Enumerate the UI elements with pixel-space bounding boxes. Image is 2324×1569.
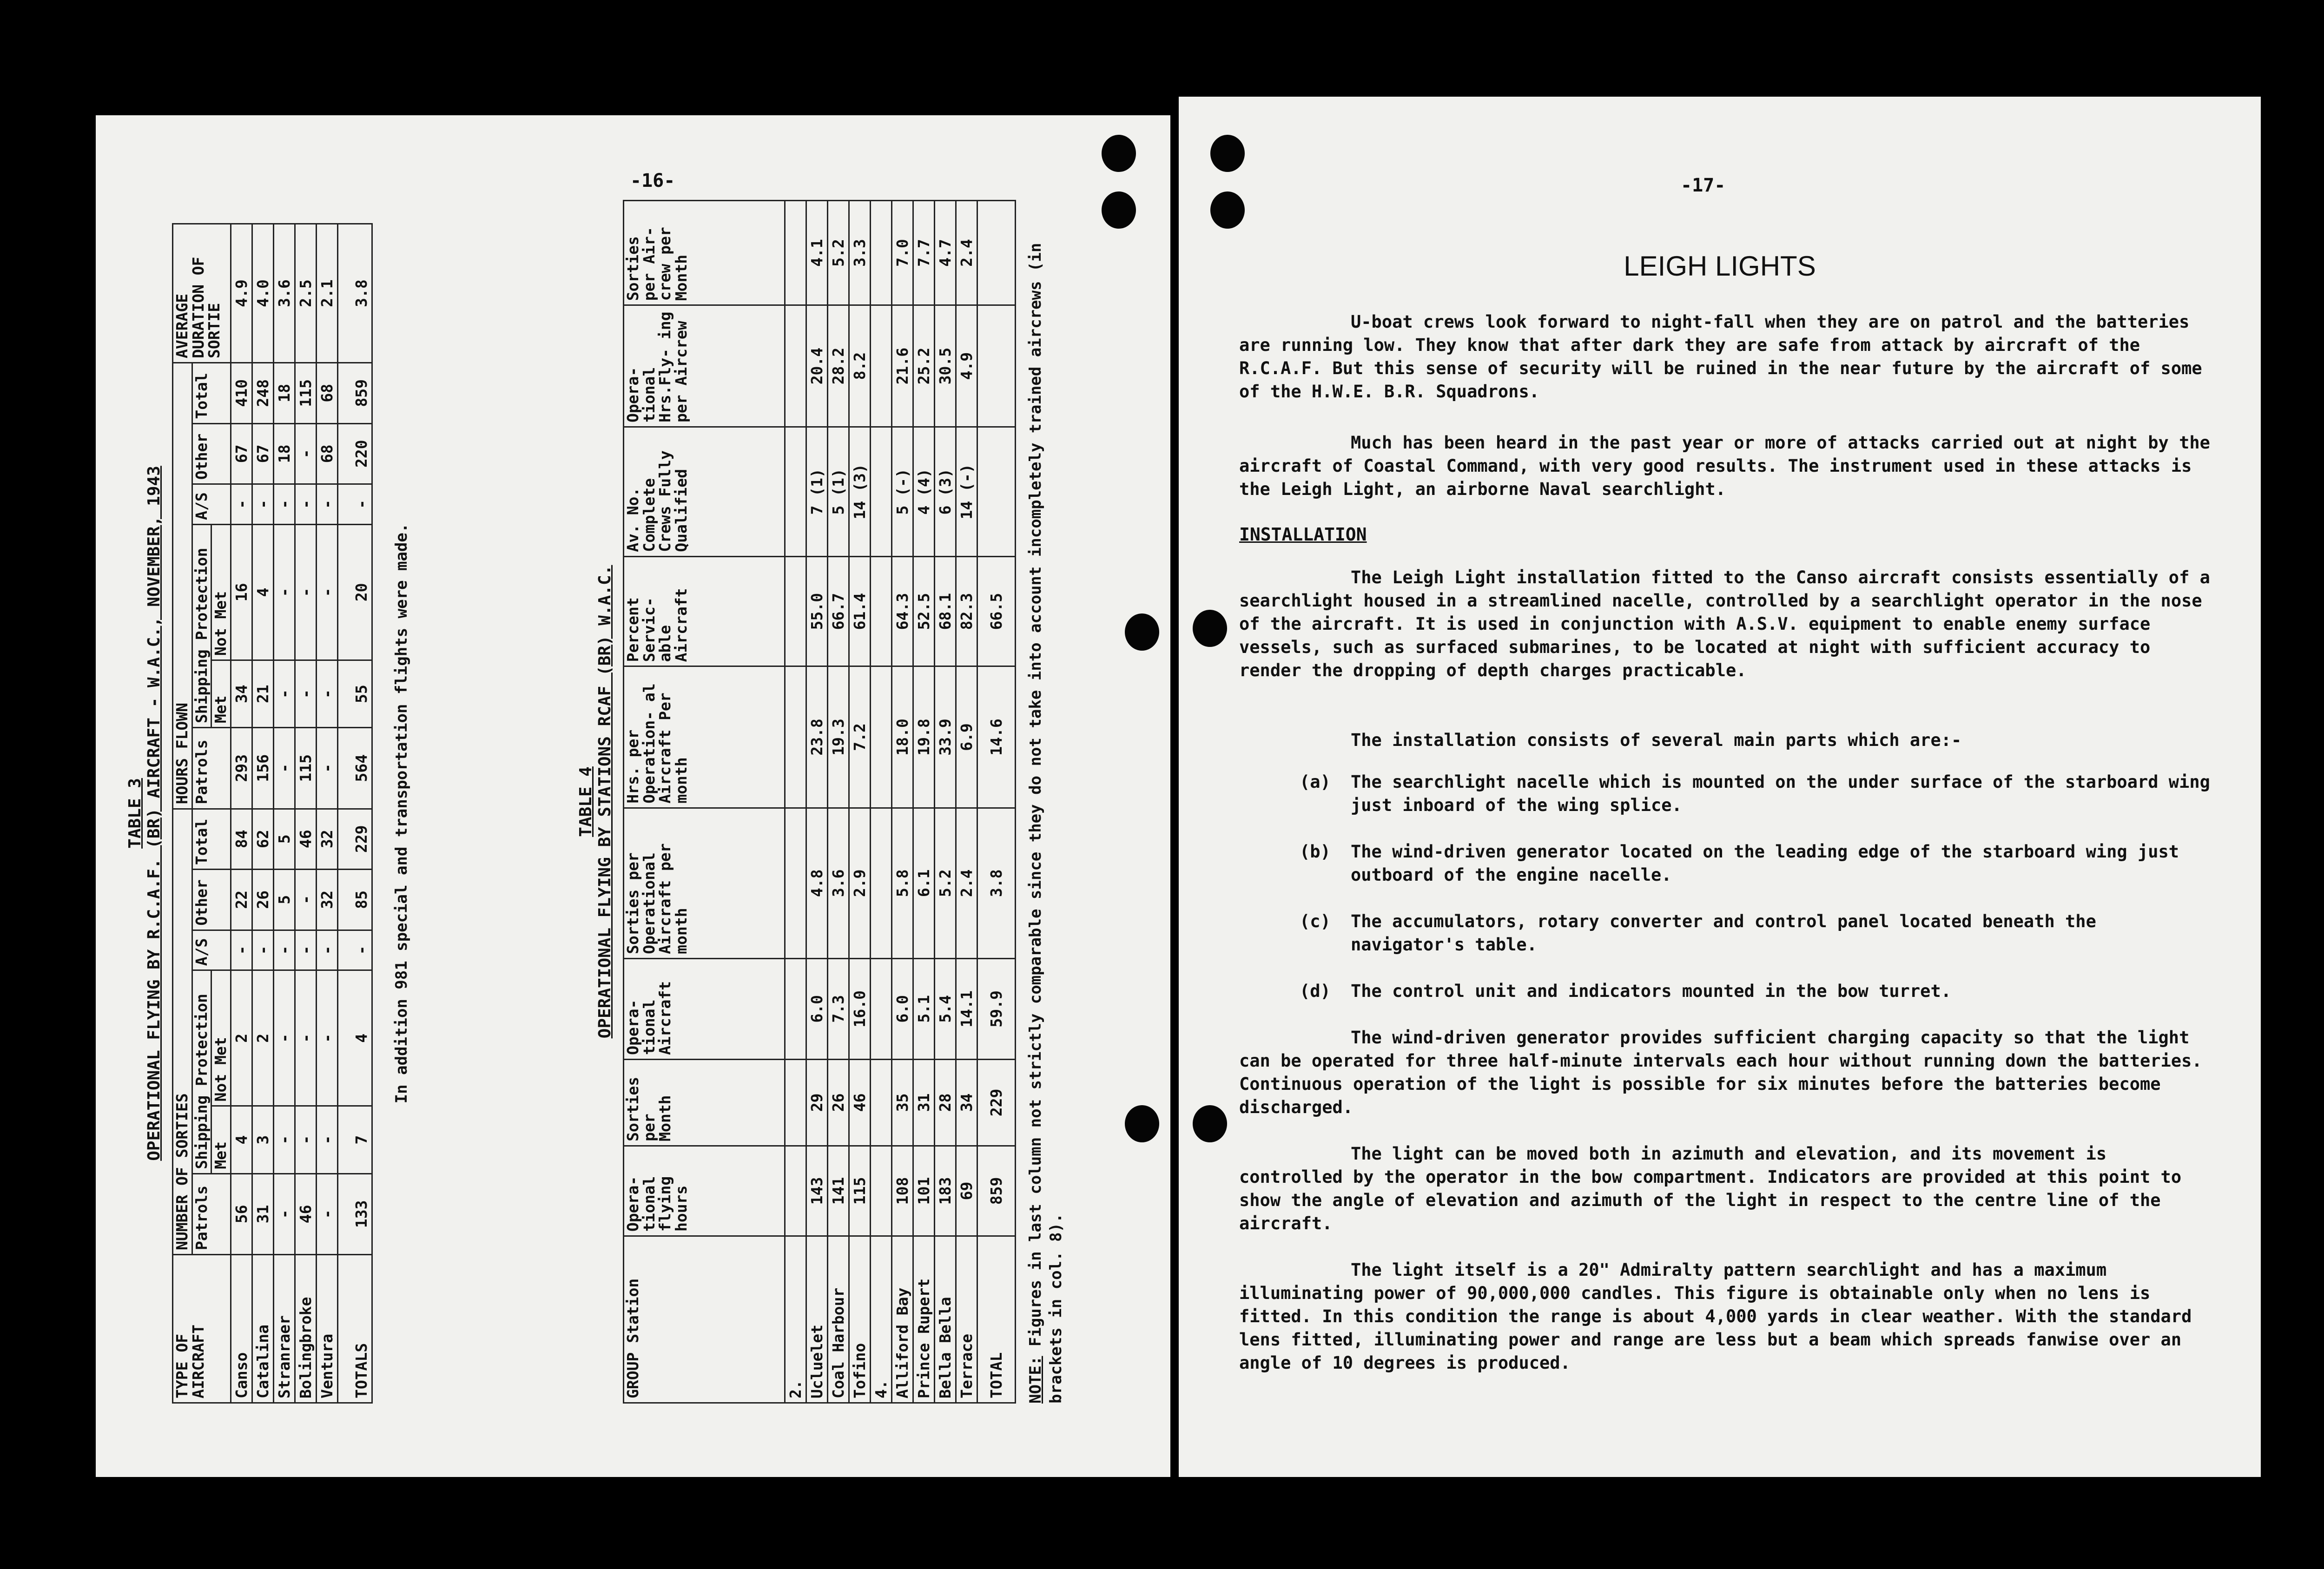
t3-cell-type: TOTALS [337, 1255, 372, 1403]
t4-header-9: Sorties per Air- crew per Month [624, 201, 785, 305]
table-4-id: TABLE 4 [576, 766, 595, 837]
t3-totals-row [337, 224, 372, 1403]
t4-empty-cell [785, 958, 806, 1059]
t4-value-cell: 3.3 [849, 201, 871, 305]
t3-cell-h-patrols: 564 [337, 728, 372, 809]
list-item-a [1300, 771, 2220, 817]
t4-total-cell: 229 [977, 1059, 1016, 1146]
page-number-right: -17- [1681, 175, 1726, 196]
t4-group-row [871, 201, 892, 1403]
table-3 [172, 223, 373, 1404]
t4-row [956, 201, 977, 1403]
t4-value-cell: 23.8 [806, 666, 828, 808]
t4-value-cell: 31 [913, 1059, 935, 1146]
binder-hole-8 [1193, 1105, 1227, 1142]
t3-cell-type: Canso [231, 1255, 252, 1403]
table-4 [623, 200, 1016, 1404]
t4-value-cell: 66.7 [828, 556, 849, 666]
t4-value-cell: 2.9 [849, 808, 871, 958]
t4-value-cell: 18.0 [892, 666, 913, 808]
t3-header-sorties: NUMBER OF SORTIES [173, 809, 192, 1254]
table-3-group [125, 223, 535, 1404]
t3-h-s-notmet: Not Met [211, 970, 231, 1106]
table-4-title: OPERATIONAL FLYING BY STATIONS RCAF (BR) W.A.C. [595, 565, 614, 1039]
t4-empty-cell [871, 201, 892, 305]
t3-cell-s-other: 5 [273, 870, 295, 930]
t4-value-cell: 183 [935, 1146, 956, 1236]
t4-value-cell: 25.2 [913, 305, 935, 427]
t3-cell-type: Catalina [252, 1255, 273, 1403]
t4-row [935, 201, 956, 1403]
table-4-note [1025, 200, 1066, 1404]
t3-cell-s-met: 7 [337, 1106, 372, 1173]
t4-value-cell: 7.2 [849, 666, 871, 808]
t3-cell-avg: 2.1 [316, 224, 337, 363]
t4-value-cell: 5.4 [935, 958, 956, 1059]
list-mark-a: (a) [1300, 772, 1331, 792]
t3-cell-h-met: 21 [252, 660, 273, 727]
t3-h-h-notmet: Not Met [211, 524, 231, 660]
t3-cell-h-notmet: 4 [252, 524, 273, 660]
t4-header-4: Sorties per Operational Aircraft per month [624, 808, 785, 958]
t4-total-row [977, 201, 1016, 1403]
t3-cell-h-met: - [273, 660, 295, 727]
t4-group-row [785, 201, 806, 1403]
t4-total-cell: 3.8 [977, 808, 1016, 958]
t3-cell-h-as: - [316, 484, 337, 525]
t3-cell-s-total: 46 [295, 809, 316, 870]
t4-value-cell: 28 [935, 1059, 956, 1146]
t4-value-cell: 4 (4) [913, 427, 935, 556]
t4-value-cell: 143 [806, 1146, 828, 1236]
t3-cell-s-total: 32 [316, 809, 337, 870]
t4-value-cell: 3.6 [828, 808, 849, 958]
t3-h-s-shipping: Shipping Protection [192, 970, 211, 1173]
t3-cell-h-as: - [252, 484, 273, 525]
t4-header-7: Av. No. Complete Crews Fully Qualified [624, 427, 785, 556]
t3-cell-h-as: - [231, 484, 252, 525]
t3-cell-s-as: - [337, 930, 372, 970]
table-3-footnote: In addition 981 special and transportation flights were made. [392, 523, 411, 1104]
t3-h-h-met: Met [211, 660, 231, 727]
t4-value-cell: 61.4 [849, 556, 871, 666]
t3-cell-avg: 3.6 [273, 224, 295, 363]
t3-h-h-total: Total [192, 363, 231, 424]
t4-empty-cell [871, 666, 892, 808]
t3-cell-h-total: 859 [337, 363, 372, 424]
t3-cell-s-patrols: - [273, 1173, 295, 1254]
t3-body [231, 224, 372, 1403]
t3-cell-s-notmet: 2 [252, 970, 273, 1106]
t4-value-cell: 7 (1) [806, 427, 828, 556]
t4-value-cell: 34 [956, 1059, 977, 1146]
t4-value-cell: 115 [849, 1146, 871, 1236]
t3-cell-h-total: 115 [295, 363, 316, 424]
t3-cell-h-notmet: - [316, 524, 337, 660]
t4-header-8: Opera- tional Hrs.Fly- ing per Aircrew [624, 305, 785, 427]
t4-value-cell: 33.9 [935, 666, 956, 808]
t3-cell-s-patrols: 56 [231, 1173, 252, 1254]
t4-row [913, 201, 935, 1403]
t4-value-cell: 14 (-) [956, 427, 977, 556]
paragraph-3: The Leigh Light installation fitted to the Canso aircraft consists essentially of a searchlight housed in a streamlined nacelle, controlled by a searchlight operator in the nose of the aircraft. It is used in conjunction with A.S.V. equipment to enable enemy surface vessels, such as surfaced submarines, to be located at night with sufficient accuracy to render the dropping of depth charges practicable. [1239, 567, 2210, 680]
t3-cell-h-total: 410 [231, 363, 252, 424]
t4-total-cell: TOTAL [977, 1236, 1016, 1403]
t3-cell-h-met: 34 [231, 660, 252, 727]
t4-value-cell: 6.1 [913, 808, 935, 958]
t4-value-cell: 16.0 [849, 958, 871, 1059]
t3-cell-h-patrols: 293 [231, 728, 252, 809]
list-item-b [1300, 840, 2220, 887]
t3-cell-h-notmet: - [273, 524, 295, 660]
t3-h-h-patrols: Patrols [192, 728, 231, 809]
t3-cell-h-as: - [273, 484, 295, 525]
t4-empty-cell [785, 556, 806, 666]
t3-h-h-shipping: Shipping Protection [192, 524, 211, 727]
t4-total-cell [977, 305, 1016, 427]
t3-cell-s-met: 3 [252, 1106, 273, 1173]
t3-cell-s-notmet: - [316, 970, 337, 1106]
t4-value-cell: 30.5 [935, 305, 956, 427]
t3-cell-s-notmet: - [295, 970, 316, 1106]
t4-header-0: GROUP Station [624, 1236, 785, 1403]
t3-cell-s-as: - [295, 930, 316, 970]
t3-cell-s-met: - [295, 1106, 316, 1173]
t3-cell-type: Stranraer [273, 1255, 295, 1403]
t3-h-h-other: Other [192, 423, 231, 484]
t3-cell-h-patrols: - [273, 728, 295, 809]
binder-hole-3 [1210, 135, 1245, 172]
list-item-d [1300, 980, 2220, 1003]
list-text-a: The searchlight nacelle which is mounted on the under surface of the starboard wing just inboard of the wing splice. [1351, 772, 2210, 815]
t4-value-cell: 28.2 [828, 305, 849, 427]
t4-value-cell: 6.0 [806, 958, 828, 1059]
t4-value-cell: 68.1 [935, 556, 956, 666]
t4-value-cell: 4.7 [935, 201, 956, 305]
t4-empty-cell [871, 427, 892, 556]
t4-group-label: 2. [785, 1236, 806, 1403]
t4-value-cell: 69 [956, 1146, 977, 1236]
t4-value-cell: 5.1 [913, 958, 935, 1059]
t3-cell-avg: 4.9 [231, 224, 252, 363]
t4-empty-cell [871, 1146, 892, 1236]
t3-cell-h-other: 18 [273, 423, 295, 484]
t4-row [806, 201, 828, 1403]
t4-empty-cell [785, 1059, 806, 1146]
list-mark-c: (c) [1300, 911, 1331, 931]
t4-value-cell: 46 [849, 1059, 871, 1146]
t4-row [828, 201, 849, 1403]
binder-hole-4 [1210, 191, 1245, 229]
t3-cell-s-as: - [252, 930, 273, 970]
t3-cell-h-other: 67 [231, 423, 252, 484]
t3-cell-h-notmet: - [295, 524, 316, 660]
paragraph-1: U-boat crews look forward to night-fall when they are on patrol and the batteries are running low. They know that after dark they are safe from attack by aircraft of the R.C.A.F. But this sense of security will be ruined in the near future by the aircraft of some of the H.W.E. B.R. Squadrons. [1239, 312, 2202, 402]
list-text-b: The wind-driven generator located on the leading edge of the starboard wing just outboard of the engine nacelle. [1351, 842, 2179, 885]
t4-station-cell: Ucluelet [806, 1236, 828, 1403]
t3-cell-h-other: 220 [337, 423, 372, 484]
t3-cell-s-patrols: - [316, 1173, 337, 1254]
t3-h-s-met: Met [211, 1106, 231, 1173]
t3-row [252, 224, 273, 1403]
t4-value-cell: 5.8 [892, 808, 913, 958]
paragraph-4: The installation consists of several main parts which are:- [1351, 730, 1962, 750]
t4-value-cell: 5 (-) [892, 427, 913, 556]
t4-value-cell: 29 [806, 1059, 828, 1146]
binder-hole-1 [1102, 135, 1136, 172]
t3-cell-h-met: - [316, 660, 337, 727]
t4-value-cell: 6.0 [892, 958, 913, 1059]
t3-cell-h-other: 67 [252, 423, 273, 484]
t4-value-cell: 108 [892, 1146, 913, 1236]
t3-row [273, 224, 295, 1403]
t4-value-cell: 64.3 [892, 556, 913, 666]
list-mark-d: (d) [1300, 981, 1331, 1001]
t4-empty-cell [785, 666, 806, 808]
t4-empty-cell [785, 427, 806, 556]
t4-note-label: NOTE: [1026, 1356, 1045, 1404]
t3-cell-avg: 4.0 [252, 224, 273, 363]
t4-value-cell: 7.0 [892, 201, 913, 305]
t3-cell-s-met: - [273, 1106, 295, 1173]
t3-cell-h-notmet: 16 [231, 524, 252, 660]
t3-row [231, 224, 252, 1403]
t4-body [785, 201, 1016, 1403]
t4-empty-cell [871, 1059, 892, 1146]
t3-h-s-as: A/S [192, 930, 231, 970]
t3-cell-s-patrols: 46 [295, 1173, 316, 1254]
t4-value-cell: 141 [828, 1146, 849, 1236]
t3-cell-s-total: 229 [337, 809, 372, 870]
t4-header-6: Percent Servic- able Aircraft [624, 556, 785, 666]
t4-station-cell: Terrace [956, 1236, 977, 1403]
t3-h-h-as: A/S [192, 484, 231, 525]
t3-row [295, 224, 316, 1403]
table-3-title: OPERATIONAL FLYING BY R.C.A.F. (BR) AIRCRAFT - W.A.C., NOVEMBER, 1943 [145, 466, 164, 1161]
t4-row [849, 201, 871, 1403]
t3-cell-s-notmet: - [273, 970, 295, 1106]
t4-value-cell: 5 (1) [828, 427, 849, 556]
t3-cell-s-other: - [295, 870, 316, 930]
t3-cell-s-as: - [231, 930, 252, 970]
t4-value-cell: 5.2 [828, 201, 849, 305]
t4-station-cell: Coal Harbour [828, 1236, 849, 1403]
t4-value-cell: 101 [913, 1146, 935, 1236]
article-heading: LEIGH LIGHTS [1624, 251, 1816, 282]
t4-empty-cell [871, 556, 892, 666]
t4-header-1: Opera- tional flying hours [624, 1146, 785, 1236]
t4-value-cell: 8.2 [849, 305, 871, 427]
t3-cell-s-notmet: 2 [231, 970, 252, 1106]
t4-value-cell: 4.9 [956, 305, 977, 427]
t3-row [316, 224, 337, 1403]
t4-value-cell: 6 (3) [935, 427, 956, 556]
t3-cell-type: Ventura [316, 1255, 337, 1403]
t3-cell-h-other: - [295, 423, 316, 484]
t3-cell-s-total: 5 [273, 809, 295, 870]
t3-cell-avg: 3.8 [337, 224, 372, 363]
t3-cell-h-notmet: 20 [337, 524, 372, 660]
t3-cell-h-total: 68 [316, 363, 337, 424]
t3-h-s-patrols: Patrols [192, 1173, 231, 1254]
t3-cell-s-other: 85 [337, 870, 372, 930]
t3-cell-avg: 2.5 [295, 224, 316, 363]
binder-hole-6 [1193, 610, 1227, 647]
t3-h-s-other: Other [192, 870, 231, 930]
right-page [1179, 97, 2261, 1477]
list-item-c [1300, 910, 2220, 956]
binder-hole-5 [1125, 613, 1159, 651]
t4-header-2: Sorties per Month [624, 1059, 785, 1146]
t4-value-cell: 2.4 [956, 808, 977, 958]
t3-cell-s-as: - [273, 930, 295, 970]
t3-cell-h-met: - [295, 660, 316, 727]
t4-value-cell: 2.4 [956, 201, 977, 305]
t3-cell-s-as: - [316, 930, 337, 970]
table-3-id: TABLE 3 [125, 778, 145, 849]
page-number-left: -16- [630, 170, 675, 191]
t4-value-cell: 20.4 [806, 305, 828, 427]
t3-cell-h-patrols: 115 [295, 728, 316, 809]
t4-empty-cell [871, 305, 892, 427]
t4-value-cell: 14 (3) [849, 427, 871, 556]
t3-cell-s-other: 22 [231, 870, 252, 930]
t3-cell-h-other: 68 [316, 423, 337, 484]
t4-total-cell: 14.6 [977, 666, 1016, 808]
t4-note-text: Figures in last column not strictly comparable since they do not take into account incompletely trained aircrews (in brackets in col. 8). [1026, 243, 1066, 1404]
t3-cell-h-patrols: - [316, 728, 337, 809]
t4-total-cell [977, 427, 1016, 556]
t3-cell-h-as: - [295, 484, 316, 525]
t4-value-cell: 4.1 [806, 201, 828, 305]
table-4-group [576, 200, 1111, 1404]
t4-value-cell: 4.8 [806, 808, 828, 958]
t3-cell-type: Bolingbroke [295, 1255, 316, 1403]
t3-cell-h-total: 248 [252, 363, 273, 424]
t4-value-cell: 26 [828, 1059, 849, 1146]
t4-header-5: Hrs. per Operation- al Aircraft Per month [624, 666, 785, 808]
t4-value-cell: 19.3 [828, 666, 849, 808]
t3-cell-s-met: 4 [231, 1106, 252, 1173]
t3-cell-s-notmet: 4 [337, 970, 372, 1106]
t3-cell-h-met: 55 [337, 660, 372, 727]
t3-cell-s-patrols: 31 [252, 1173, 273, 1254]
t3-cell-h-as: - [337, 484, 372, 525]
t4-value-cell: 7.7 [913, 201, 935, 305]
paragraph-6: The light can be moved both in azimuth and elevation, and its movement is controlled by the operator in the bow compartment. Indicators are provided at this point to show the angle of elevation and azimuth of the light in respect to the centre line of the aircraft. [1239, 1144, 2182, 1233]
t4-value-cell: 35 [892, 1059, 913, 1146]
list-text-c: The accumulators, rotary converter and control panel located beneath the navigator's table. [1351, 911, 2096, 955]
t4-value-cell: 19.8 [913, 666, 935, 808]
t3-cell-s-other: 32 [316, 870, 337, 930]
t3-header-hours: HOURS FLOWN [173, 363, 192, 809]
binder-hole-7 [1125, 1105, 1159, 1142]
t4-total-cell: 59.9 [977, 958, 1016, 1059]
t4-station-cell: Prince Rupert [913, 1236, 935, 1403]
paragraph-2: Much has been heard in the past year or more of attacks carried out at night by the aircraft of Coastal Command, with very good results. The instrument used in these attacks is the Leigh Light, an airborne Naval searchlight. [1239, 433, 2210, 499]
paragraph-7: The light itself is a 20" Admiralty pattern searchlight and has a maximum illuminating power of 90,000,000 candles. This figure is obtainable only when no lens is fitted. In this condition the range is about 4,000 yards in clear weather. With the standard lens fitted, illuminating power and range are less but a beam which spreads fanwise over an angle of 10 degrees is produced. [1239, 1260, 2192, 1373]
t4-group-label: 4. [871, 1236, 892, 1403]
t4-total-cell: 859 [977, 1146, 1016, 1236]
t4-header-row [624, 201, 785, 1403]
t4-header-3: Opera- tional Aircraft [624, 958, 785, 1059]
t3-cell-s-total: 84 [231, 809, 252, 870]
t4-empty-cell [785, 201, 806, 305]
t3-cell-s-patrols: 133 [337, 1173, 372, 1254]
t4-value-cell: 82.3 [956, 556, 977, 666]
t4-empty-cell [785, 808, 806, 958]
t3-h-s-total: Total [192, 809, 231, 870]
installation-subheading: INSTALLATION [1239, 524, 1367, 545]
t4-total-cell [977, 201, 1016, 305]
t3-header-type: TYPE OF AIRCRAFT [173, 1255, 231, 1403]
t4-value-cell: 5.2 [935, 808, 956, 958]
t4-station-cell: Tofino [849, 1236, 871, 1403]
t3-header-avg: AVERAGE DURATION OF SORTIE [173, 224, 231, 363]
t4-total-cell: 66.5 [977, 556, 1016, 666]
t4-value-cell: 52.5 [913, 556, 935, 666]
t4-empty-cell [785, 1146, 806, 1236]
t4-empty-cell [785, 305, 806, 427]
t4-value-cell: 6.9 [956, 666, 977, 808]
t3-cell-h-total: 18 [273, 363, 295, 424]
t4-value-cell: 14.1 [956, 958, 977, 1059]
t4-station-cell: Alliford Bay [892, 1236, 913, 1403]
paragraph-5: The wind-driven generator provides sufficient charging capacity so that the light can be operated for three half-minute intervals each hour without running down the batteries. Continuous operation of the light is possible for six minutes before the batteries become discharged. [1239, 1028, 2202, 1117]
list-mark-b: (b) [1300, 842, 1331, 862]
t4-station-cell: Bella Bella [935, 1236, 956, 1403]
list-text-d: The control unit and indicators mounted in the bow turret. [1351, 981, 1952, 1001]
t4-value-cell: 21.6 [892, 305, 913, 427]
t4-value-cell: 55.0 [806, 556, 828, 666]
t4-row [892, 201, 913, 1403]
t3-cell-h-patrols: 156 [252, 728, 273, 809]
t4-empty-cell [871, 958, 892, 1059]
t4-value-cell: 7.3 [828, 958, 849, 1059]
t3-cell-s-other: 26 [252, 870, 273, 930]
t4-empty-cell [871, 808, 892, 958]
binder-hole-2 [1102, 191, 1136, 229]
t3-cell-s-met: - [316, 1106, 337, 1173]
t3-cell-s-total: 62 [252, 809, 273, 870]
